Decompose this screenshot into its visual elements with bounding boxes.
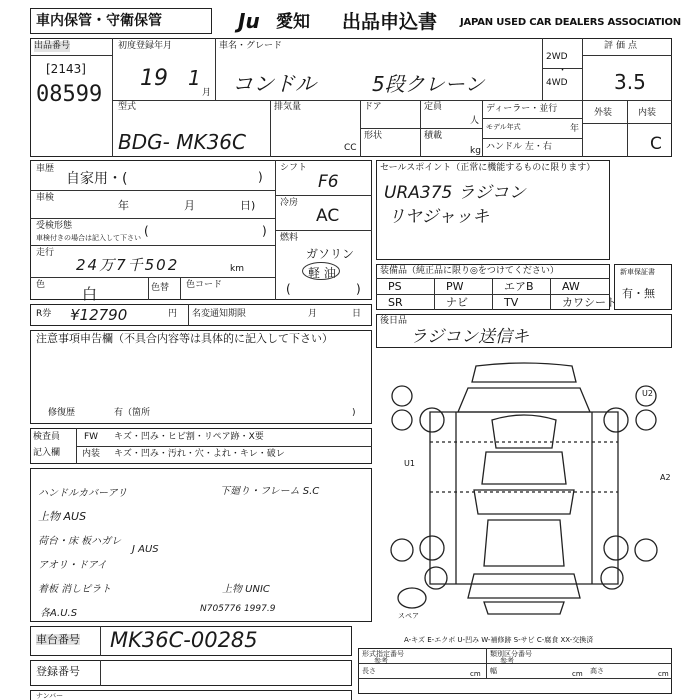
model-name: コンドル xyxy=(232,72,316,96)
class-ref-label: 参考 xyxy=(500,657,514,665)
type-label: 型式 xyxy=(118,102,137,112)
equipment-item: ナビ xyxy=(446,296,468,309)
shaken-day-unit: 日) xyxy=(240,199,256,212)
chassis-label: 車台番号 xyxy=(36,633,80,646)
registration-month-unit: 月 xyxy=(202,88,212,98)
shift-label: シフト xyxy=(280,163,308,173)
history-label: 車歴 xyxy=(36,164,55,174)
equipment-item: カワシート xyxy=(562,296,617,309)
interior-value: C xyxy=(650,134,662,154)
mileage-label: 走行 xyxy=(36,248,55,258)
reception-label: 受検形態 xyxy=(36,221,73,231)
mileage-value: 24万7千502 xyxy=(76,256,180,274)
equipment-item: SR xyxy=(388,296,403,309)
vehicle-diagram xyxy=(376,352,672,622)
interior-inspect-items: キズ・凹み・汚れ・穴・よれ・キレ・破レ xyxy=(114,449,285,459)
fuel-close: ) xyxy=(356,282,361,296)
bottom-row-label: ナンバー xyxy=(36,692,64,700)
shape-label: 形状 xyxy=(364,131,383,141)
sales-point-line1: URA375 ラジコン xyxy=(384,183,526,203)
fuel-circle xyxy=(302,262,340,280)
remark-line: 各A.U.S xyxy=(40,608,78,619)
equipment-item: TV xyxy=(504,296,519,309)
fuel-value: ガソリン xyxy=(306,247,355,261)
remark-line: 下廻り・フレーム S.C xyxy=(220,486,320,497)
lot-label: 出品番号 xyxy=(34,41,71,51)
recycle-unit: 円 xyxy=(168,309,178,319)
aircon-label: 冷房 xyxy=(280,198,299,208)
model-label: 車名・グレード xyxy=(219,41,283,51)
ju-logo-mark: Ju xyxy=(238,9,260,33)
lot-number: 08599 xyxy=(36,82,103,107)
inspector-label: 検査員 xyxy=(33,432,61,442)
color-change-label: 色替 xyxy=(151,283,170,293)
lot-bracket-code: [2143] xyxy=(46,62,86,76)
remark-line: 荷台・床 板ハガレ xyxy=(38,536,122,547)
drive-dot: ・ xyxy=(558,66,568,76)
registration-year: 19 xyxy=(140,66,168,91)
height-label: 高さ xyxy=(590,667,604,675)
remark-line: N705776 1997.9 xyxy=(200,604,276,614)
recycle-value: ¥12790 xyxy=(70,306,128,324)
registration-month: 1 xyxy=(188,66,201,90)
repair-label: 修復歴 xyxy=(48,408,76,418)
sales-point-label: セールスポイント（正常に機能するものに限ります） xyxy=(380,163,596,173)
history-close: ) xyxy=(258,170,263,184)
drive-4wd: 4WD xyxy=(546,78,568,88)
rating-label: 評価点 xyxy=(604,41,641,51)
fuel-open: ( xyxy=(286,282,291,296)
form-ref-label: 参考 xyxy=(374,657,388,665)
remark-line: 着板 消しピラト xyxy=(38,584,112,595)
diagram-mark-a2: A2 xyxy=(660,473,671,482)
notice-day-unit: 日 xyxy=(352,309,362,319)
notice-month-unit: 月 xyxy=(308,309,318,319)
diagram-mark-u1: U1 xyxy=(404,459,415,468)
remark-line: ハンドルカバーアリ xyxy=(38,488,128,499)
sales-point-line2: リヤジャッキ xyxy=(388,207,490,227)
class-label: 類別区分番号 xyxy=(490,650,532,658)
retrofit-label: 後日品 xyxy=(380,316,408,326)
fw-label: FW xyxy=(84,432,99,442)
repair-close: ) xyxy=(352,408,356,418)
history-value: 自家用・( xyxy=(66,171,128,187)
model-year-label: モデル年式 xyxy=(486,123,521,131)
shaken-year-unit: 年 xyxy=(118,199,129,212)
drive-2wd: 2WD xyxy=(546,52,568,62)
form-title: 出品申込書 xyxy=(342,11,438,33)
retrofit-value: ラジコン送信キ xyxy=(410,327,529,347)
width-unit: cm xyxy=(572,670,583,678)
cc-unit: CC xyxy=(344,143,357,153)
model-grade: 5段クレーン xyxy=(372,72,485,96)
type-value: BDG- MK36C xyxy=(118,130,246,154)
length-label: 長さ xyxy=(362,667,376,675)
warranty-value: 有・無 xyxy=(622,287,655,300)
equipment-item: AW xyxy=(562,280,580,293)
remark-line: J AUS xyxy=(132,544,159,555)
reg-label: 登録番号 xyxy=(36,665,80,678)
repair-value: 有（箇所 xyxy=(114,408,151,418)
warranty-label: 新車保証書 xyxy=(620,268,655,276)
recycle-label: R券 xyxy=(36,309,52,319)
person-unit: 人 xyxy=(470,116,480,126)
color-label: 色 xyxy=(36,280,46,290)
shaken-label: 車検 xyxy=(36,193,55,203)
interior-label: 内装 xyxy=(638,108,657,118)
reception-note: 車検付きの場合は記入して下さい xyxy=(36,234,141,242)
color-code-label: 色コード xyxy=(186,280,223,290)
equipment-item: PW xyxy=(446,280,464,293)
door-label: ドア xyxy=(364,102,382,112)
interior-inspect-label: 内装 xyxy=(82,449,101,459)
ju-logo xyxy=(238,10,260,32)
dealer-label: ディーラー・並行 xyxy=(486,104,558,114)
shift-value: F6 xyxy=(318,172,339,192)
bottom-row-frame xyxy=(30,690,352,700)
aircon-value: AC xyxy=(316,206,340,226)
mileage-unit: km xyxy=(230,264,244,274)
shaken-month-unit: 月 xyxy=(184,199,195,212)
notice-label: 名変通知期限 xyxy=(192,309,247,319)
fuel-value-2: 軽 油 xyxy=(308,266,336,280)
storage-label: 車内保管・守衛保管 xyxy=(36,13,162,29)
rating-score: 3.5 xyxy=(614,70,646,94)
remark-line: 上物 AUS xyxy=(38,510,87,523)
notes-label: 注意事項申告欄（不具合内容等は具体的に記入して下さい） xyxy=(36,332,333,345)
width-label: 幅 xyxy=(490,667,497,675)
equipment-item: エアB xyxy=(504,280,534,293)
exterior-label: 外装 xyxy=(594,108,613,118)
year-unit: 年 xyxy=(570,124,580,134)
remark-line: アオリ・ドアイ xyxy=(38,560,107,571)
reception-close: ) xyxy=(262,224,267,238)
length-unit: cm xyxy=(470,670,481,678)
fw-items: キズ・凹み・ヒビ割・リペア跡・X要 xyxy=(114,432,264,442)
handle-label: ハンドル 左・右 xyxy=(486,142,552,152)
form-designation-label: 形式指定番号 xyxy=(362,650,404,658)
assoc-name: JAPAN USED CAR DEALERS ASSOCIATION xyxy=(460,17,681,28)
diagram-mark-u2: U2 xyxy=(642,389,653,398)
equipment-label: 装備品（純正品に限り◎をつけてください） xyxy=(380,266,559,276)
inspector-entry-label: 記入欄 xyxy=(33,448,61,458)
capacity-label: 定員 xyxy=(424,102,443,112)
org-name: 愛知 xyxy=(276,12,310,32)
diagram-legend: A-キズ E-エクボ U-凹み W-補修跡 S-サビ C-腐食 XX-交換済 xyxy=(404,636,594,644)
displacement-label: 排気量 xyxy=(274,102,302,112)
height-unit: cm xyxy=(658,670,669,678)
color-value: 白 xyxy=(82,285,98,303)
remark-line: 上物 UNIC xyxy=(222,584,270,595)
spare-label: スペア xyxy=(398,612,419,620)
chassis-value: MK36C-00285 xyxy=(110,628,258,652)
fuel-label: 燃料 xyxy=(280,233,299,243)
reception-open: ( xyxy=(144,224,149,238)
load-label: 積載 xyxy=(424,131,443,141)
equipment-item: PS xyxy=(388,280,402,293)
kg-unit: kg xyxy=(470,146,481,156)
registration-label: 初度登録年月 xyxy=(118,41,173,51)
